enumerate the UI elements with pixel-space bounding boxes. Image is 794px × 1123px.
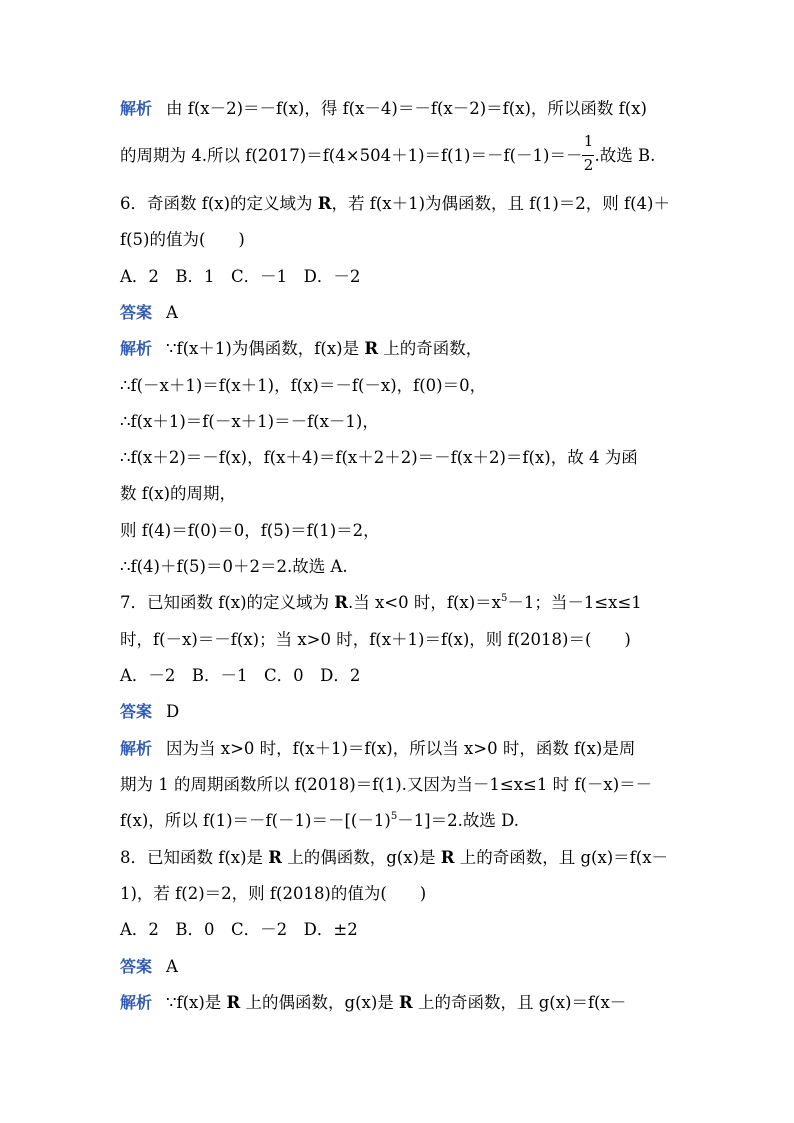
- q6-solution-line-7: ∴f(4)＋f(5)＝0＋2＝2.故选 A.: [120, 557, 348, 576]
- q5-solution-line-2: [120, 131, 656, 174]
- q7-solution-line-1: [120, 737, 635, 761]
- q6-answer-line: [120, 301, 178, 325]
- q5-solution-text-1: 由 f(x－2)＝－f(x)，得 f(x－4)＝－f(x－2)＝f(x)，所以函数 f(x): [166, 99, 647, 118]
- real-set-symbol: R: [268, 848, 282, 867]
- fraction-numerator: 1: [583, 131, 594, 150]
- analysis-label: 解析: [120, 339, 153, 358]
- q6-stem-line-2: f(5)的值为( ): [120, 230, 245, 249]
- q8-solution-text-1a: ∵f(x)是: [166, 993, 227, 1012]
- real-set-symbol: R: [317, 194, 332, 213]
- q6-answer-value: A: [166, 303, 178, 322]
- q6-solution-text-1a: ∵f(x＋1)为偶函数，f(x)是: [166, 339, 365, 358]
- q7-solution-line-3: [120, 809, 519, 833]
- q6-solution-line-5: 数 f(x)的周期，: [120, 484, 237, 503]
- q6-solution-line-4: ∴f(x＋2)＝－f(x)，f(x＋4)＝f(x＋2＋2)＝－f(x＋2)＝f(x)，故 4 为函: [120, 448, 638, 467]
- exponent-5: 5: [500, 593, 508, 604]
- q7-stem-text-b: .当 x<0 时，f(x)＝x: [348, 593, 501, 612]
- fraction-denominator: 2: [583, 155, 594, 174]
- q6-stem-text-b: ，若 f(x＋1)为偶函数，且 f(1)＝2，则 f(4)＋: [331, 194, 670, 213]
- q7-answer-line: [120, 700, 179, 724]
- answer-label: 答案: [120, 303, 153, 322]
- q7-stem-text-a: 7．已知函数 f(x)的定义域为: [120, 593, 335, 612]
- q7-options: A．－2 B．－1 C．0 D．2: [120, 666, 361, 685]
- q7-stem-line-1: [120, 591, 642, 615]
- real-set-symbol: R: [440, 848, 455, 867]
- q8-solution-text-1b: 上的偶函数，g(x)是: [240, 993, 399, 1012]
- q5-solution-conclusion: .故选 B.: [594, 146, 656, 165]
- q6-solution-line-1: [120, 337, 482, 361]
- analysis-label: 解析: [120, 993, 153, 1012]
- real-set-symbol: R: [334, 593, 348, 612]
- q8-answer-line: [120, 955, 178, 979]
- real-set-symbol: R: [364, 339, 379, 358]
- analysis-label: 解析: [120, 739, 153, 758]
- q7-solution-line-2: 期为 1 的周期函数所以 f(2018)＝f(1).又因为当－1≤x≤1 时 f(－x)＝－: [120, 775, 653, 794]
- q8-answer-value: A: [166, 957, 178, 976]
- exponent-5: 5: [390, 811, 398, 822]
- answer-label: 答案: [120, 957, 153, 976]
- q6-options: A．2 B．1 C．－1 D．－2: [120, 267, 361, 286]
- answer-label: 答案: [120, 702, 153, 721]
- q7-solution-text-1: 因为当 x>0 时，f(x＋1)＝f(x)，所以当 x>0 时，函数 f(x)是周: [166, 739, 636, 758]
- q7-stem-text-c: －1；当－1≤x≤1: [507, 593, 642, 612]
- q6-solution-text-1b: 上的奇函数，: [378, 339, 483, 358]
- q5-solution-line-1: [120, 97, 647, 121]
- q7-solution-text-3a: f(x)，所以 f(1)＝－f(－1)＝－[(－1): [120, 811, 391, 830]
- q6-solution-line-2: ∴f(－x＋1)＝f(x＋1)，f(x)＝－f(－x)，f(0)＝0，: [120, 376, 487, 395]
- q5-solution-text-2: 的周期为 4.所以 f(2017)＝f(4×504＋1)＝f(1)＝－f(－1)＝－: [120, 146, 583, 165]
- q8-stem-line-1: [120, 846, 668, 870]
- q8-stem-text-c: 上的奇函数，且 g(x)＝f(x－: [454, 848, 669, 867]
- q7-solution-text-3b: －1]＝2.故选 D.: [397, 811, 519, 830]
- real-set-symbol: R: [399, 993, 413, 1012]
- q8-stem-text-b: 上的偶函数，g(x)是: [282, 848, 441, 867]
- q7-stem-line-2: 时，f(－x)＝－f(x)；当 x>0 时，f(x＋1)＝f(x)，则 f(2018)＝( ): [120, 630, 631, 649]
- q6-stem-line-1: [120, 192, 670, 216]
- q8-solution-text-1c: 上的奇函数，且 g(x)＝f(x－: [412, 993, 627, 1012]
- q8-stem-line-2: 1)，若 f(2)＝2，则 f(2018)的值为( ): [120, 884, 427, 903]
- q6-solution-line-3: ∴f(x＋1)＝f(－x＋1)＝－f(x－1)，: [120, 412, 379, 431]
- fraction-one-half: [582, 131, 594, 174]
- q8-stem-text-a: 8．已知函数 f(x)是: [120, 848, 269, 867]
- q8-solution-line-1: [120, 991, 626, 1015]
- q7-answer-value: D: [166, 702, 180, 721]
- analysis-label: 解析: [120, 99, 153, 118]
- real-set-symbol: R: [226, 993, 241, 1012]
- q6-stem-text-a: 6．奇函数 f(x)的定义域为: [120, 194, 318, 213]
- q6-solution-line-6: 则 f(4)＝f(0)＝0，f(5)＝f(1)＝2，: [120, 521, 380, 540]
- q8-options: A．2 B．0 C．－2 D．±2: [120, 920, 358, 939]
